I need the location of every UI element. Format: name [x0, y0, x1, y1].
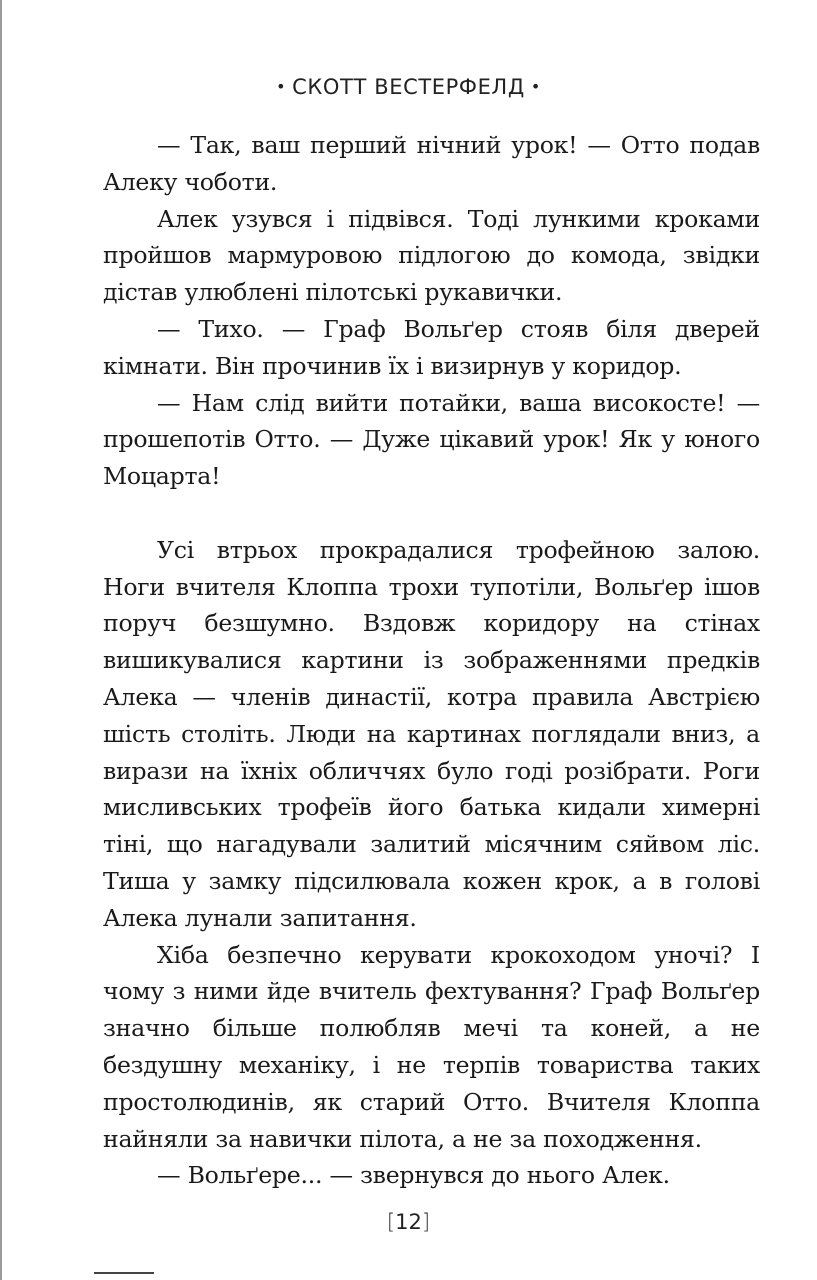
page-number-value: 12 — [395, 1210, 422, 1234]
page-edge — [0, 0, 2, 1280]
author-name: СКОТТ ВЕСТЕРФЕЛД — [292, 75, 525, 99]
paragraph: — Тихо. — Граф Вольґер стояв біля дверей кімнати. Він прочинив їх і визирнув у коридор. — [103, 314, 760, 380]
scene-break — [103, 495, 760, 532]
page-number-bracket-left: [ — [386, 1210, 396, 1234]
paragraph: — Нам слід вийти потайки, ваша високосте! — прошепотів Отто. — Дуже цікавий урок! Як у юного Моцарта! — [103, 388, 760, 491]
paragraph: Усі втрьох прокрадалися трофейною залою. Ноги вчителя Клоппа трохи тупотіли, Вольґер ішов поруч безшумно. Вздовж коридору на стінах вишикувалися картини із зображеннями предків Алека — членів династії, котра правила Австрією шість століть. Люди на картинах поглядали вниз, а вирази на їхніх обличчях було годі розібрати. Роги мисливських трофеїв його батька кидали химерні тіні, що нагадували залитий місячним сяйвом ліс. Тиша у замку підсилювала кожен крок, а в голові Алека лунали запитання. — [103, 535, 760, 932]
paragraph: — Вольґере... — звернувся до нього Алек. — [157, 1161, 670, 1190]
paragraph: Хіба безпечно керувати крокоходом уночі? І чому з ними йде вчитель фехтування? Граф Вольґер значно більше полюбляв мечі та коней, а не бездушну механіку, і не терпів товариства таких простолюдинів, як старий Отто. Вчителя Клоппа найняли за навички пілота, а не за походження. — [103, 940, 760, 1153]
running-header — [0, 73, 817, 101]
paragraph: — Так, ваш перший нічний урок! — Отто подав Алеку чоботи. — [103, 131, 760, 196]
paragraph: Алек узувся і підвівся. Тоді лункими кроками пройшов мармуровою підлогою до комода, звідки дістав улюблені пілотські рукавички. — [103, 204, 760, 307]
header-bullet-right: • — [530, 77, 541, 96]
page-number — [0, 1208, 817, 1236]
page-body-text — [103, 127, 760, 1194]
bottom-rule — [94, 1272, 154, 1274]
header-bullet-left: • — [276, 77, 287, 96]
page-number-bracket-right: ] — [421, 1210, 431, 1234]
